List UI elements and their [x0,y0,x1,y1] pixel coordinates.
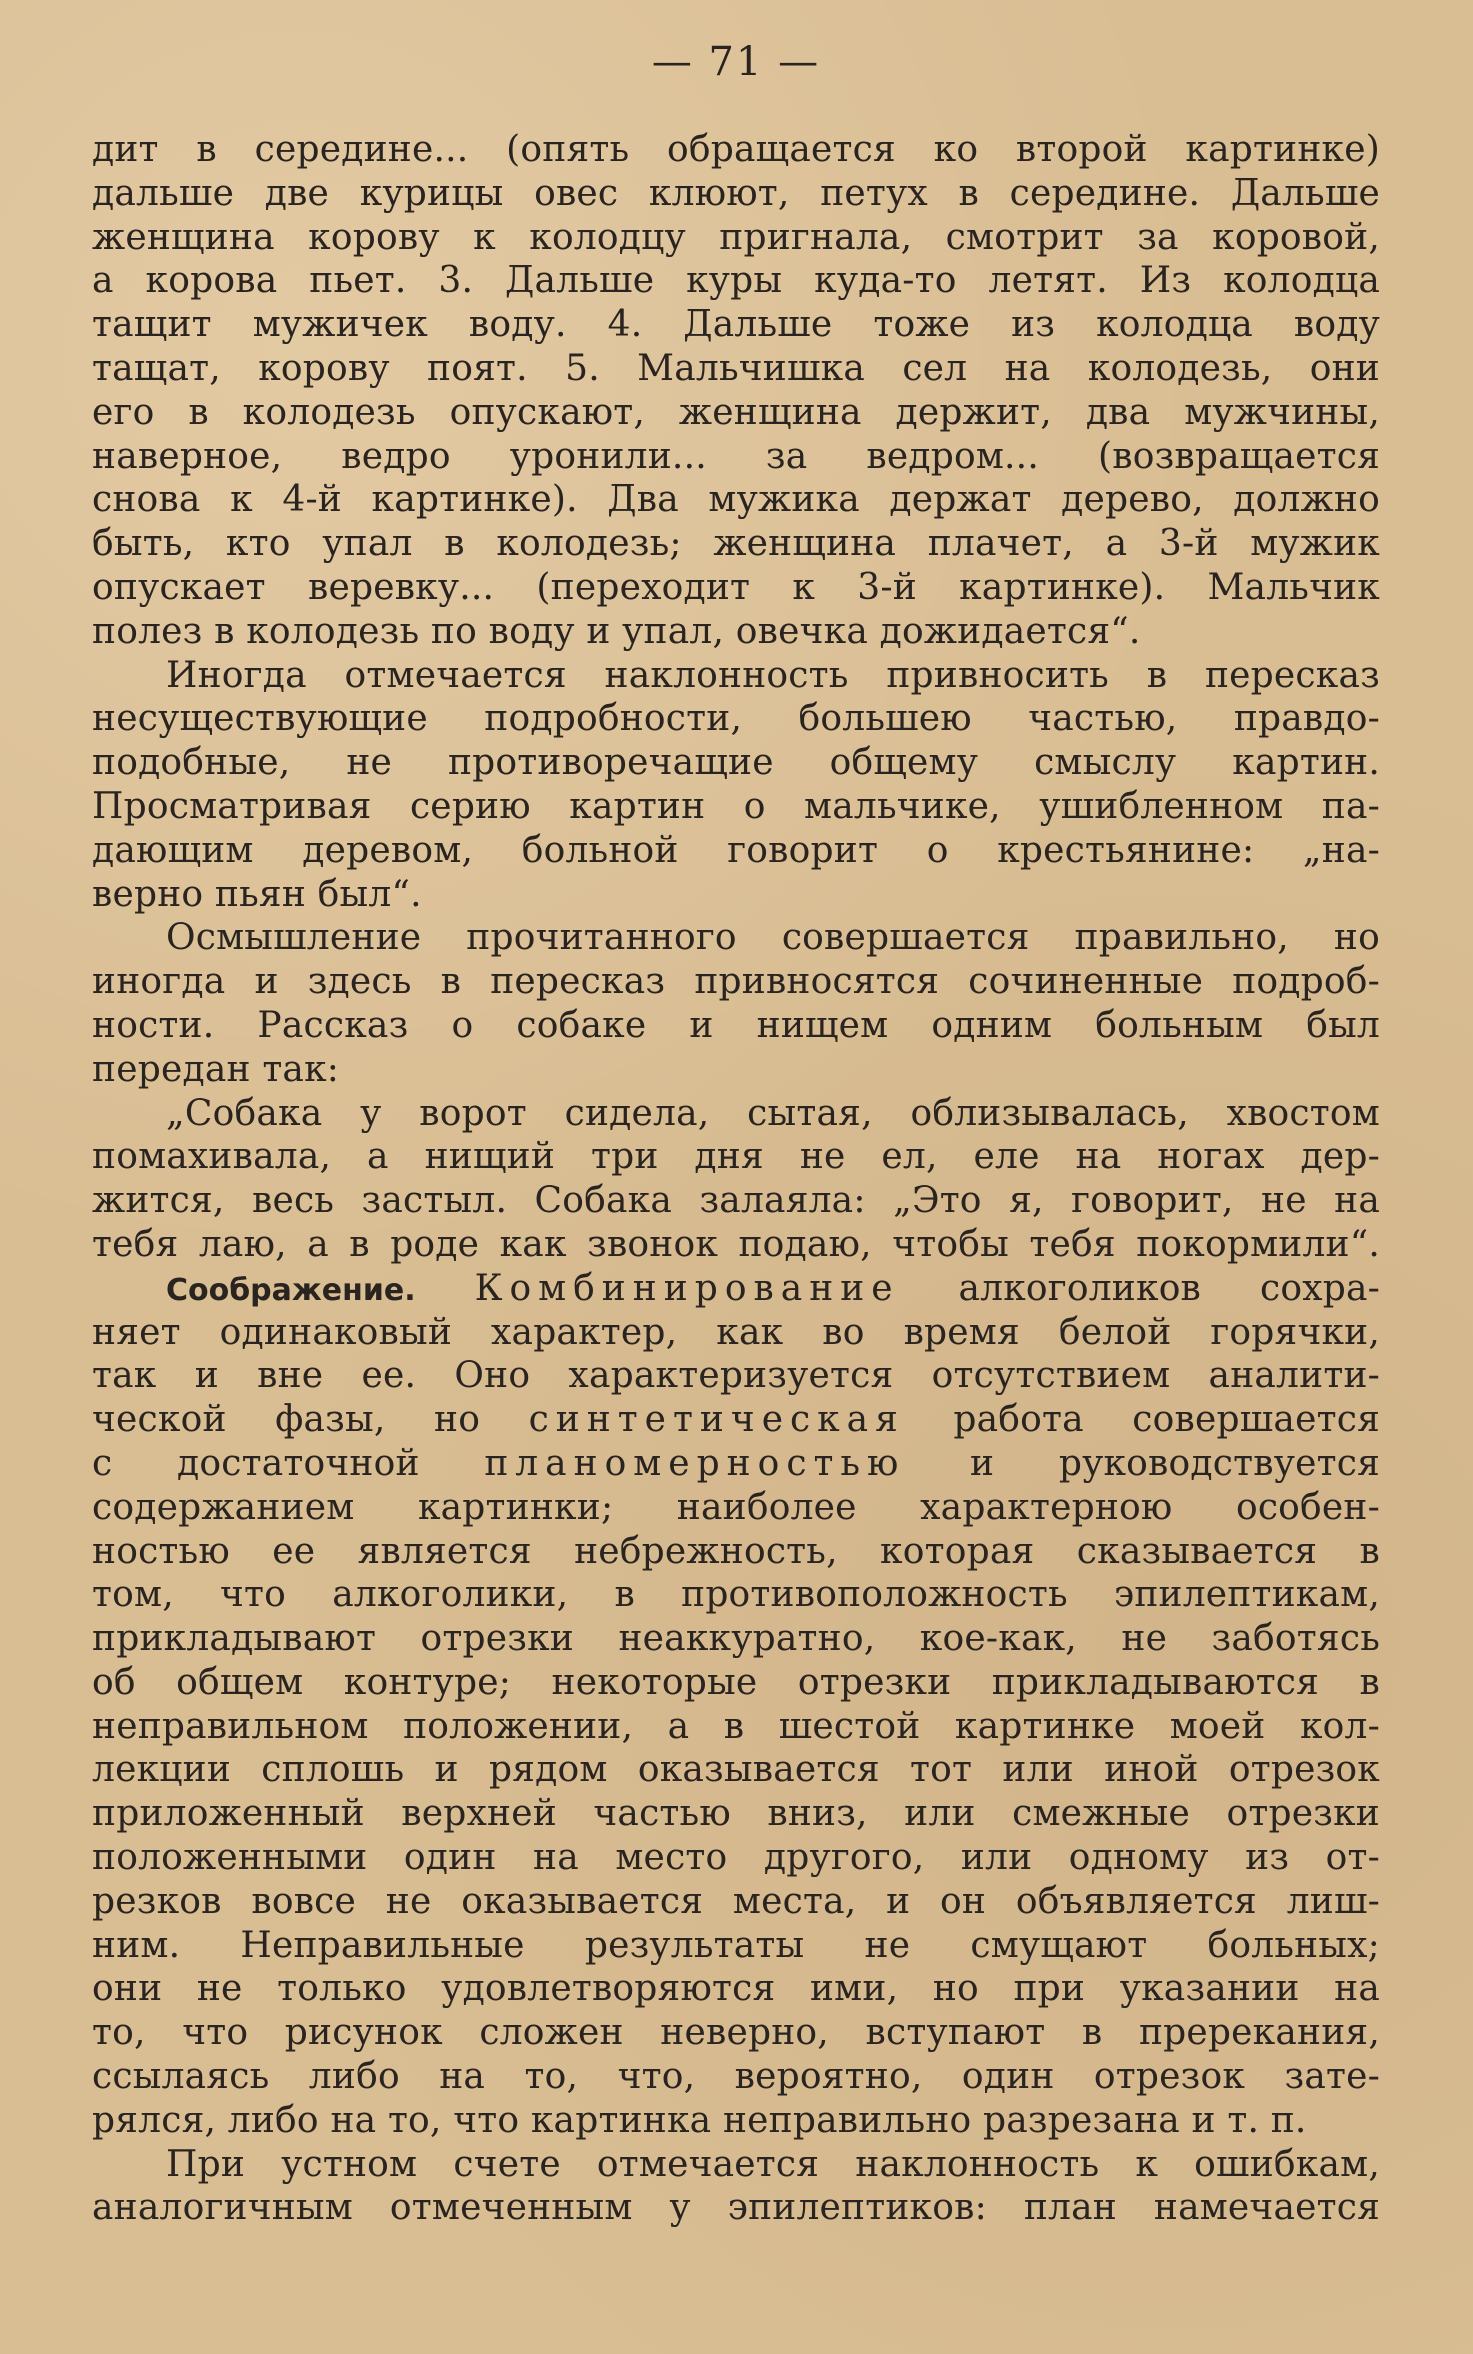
text-line: тащит мужичек воду. 4. Дальше тоже из колодца воду [92,304,1380,346]
text-line: женщина корову к колодцу пригнала, смотрит за коровой, [92,216,1380,258]
text-line: дающим деревом, больной говорит о крестьянине: „на- [92,829,1380,871]
emphasis-text: Комбинирование [474,1267,900,1309]
text-line: подобные, не противоречащие общему смыслу картин. [92,742,1380,784]
text-line: снова к 4-й картинке). Два мужика держат дерево, должно [92,479,1380,521]
text-line: верно пьян был“. [92,873,422,915]
text-line: рялся, либо на то, что картинка неправильно разрезана и т. п. [92,2099,1307,2141]
text-line [92,1398,1380,1442]
text-line [92,1442,1380,1486]
text-line: помахивала, а нищий три дня не ел, еле на ногах дер- [92,1136,1380,1178]
text-line: дальше две курицы овес клюют, петух в середине. Дальше [92,172,1380,214]
text-line: неправильном положении, а в шестой картинке моей кол- [92,1705,1380,1747]
text-line: Просматривая серию картин о мальчике, ушибленном па- [92,785,1380,827]
text-line: ностью ее является небрежность, которая сказывается в [92,1530,1380,1572]
text-fragment: и руководствуется [970,1442,1380,1484]
text-line: а корова пьет. 3. Дальше куры куда-то летят. Из колодца [92,260,1380,302]
quote-start-line: „Собака у ворот сидела, сытая, облизывалась, хвостом [166,1092,1380,1134]
body-text [92,128,1380,2230]
text-line: тащат, корову поят. 5. Мальчишка сел на колодезь, они [92,347,1380,389]
text-line: полез в колодезь по воду и упал, овечка дожидается“. [92,610,1141,652]
text-line: быть, кто упал в колодезь; женщина плачет, а 3-й мужик [92,523,1380,565]
text-line: дит в середине... (опять обращается ко второй картинке) [92,129,1380,170]
text-line: содержанием картинки; наиболее характерною особен- [92,1486,1380,1528]
emphasis-text: планомерностью [484,1442,906,1484]
text-line: положенными один на место другого, или одному из от- [92,1837,1380,1879]
emphasis-text: синтетическая [528,1399,905,1441]
text-line: ним. Неправильные результаты не смущают больных; [92,1924,1380,1966]
text-line: тебя лаю, а в роде как звонок подаю, чтобы тебя покормили“. [92,1223,1380,1265]
book-page [92,0,1380,2354]
text-fragment: с достаточной [92,1442,420,1484]
text-line: об общем контуре; некоторые отрезки прикладываются в [92,1661,1380,1703]
text-line: иногда и здесь в пересказ привносятся сочиненные подроб- [92,961,1380,1003]
text-line: прикладывают отрезки неаккуратно, кое-как, не заботясь [92,1618,1380,1660]
text-fragment: работа совершается [953,1399,1380,1441]
text-line: наверное, ведро уронили... за ведром... (возвращается [92,435,1380,477]
text-fragment: алкоголиков сохра- [958,1267,1380,1309]
text-line: передан так: [92,1048,340,1090]
section-start-line [92,1267,1380,1311]
text-line: его в колодезь опускают, женщина держит, два мужчины, [92,391,1380,433]
section-heading: Соображение. [166,1272,416,1308]
text-line: опускает веревку... (переходит к 3-й картинке). Мальчик [92,566,1380,608]
text-line: приложенный верхней частью вниз, или смежные отрезки [92,1793,1380,1835]
page-number: — 71 — [651,39,821,85]
text-line: резков вовсе не оказывается места, и он объявляется лиш- [92,1880,1380,1922]
text-line: они не только удовлетворяются ими, но при указании на [92,1968,1380,2010]
paragraph-start-line: При устном счете отмечается наклонность к ошибкам, [166,2143,1380,2185]
text-line: аналогичным отмеченным у эпилептиков: план намечается [92,2187,1380,2229]
text-line: том, что алкоголики, в противоположность эпилептикам, [92,1574,1380,1616]
text-fragment: ческой фазы, но [92,1399,481,1441]
text-line: жится, весь застыл. Собака залаяла: „Это я, говорит, не на [92,1180,1380,1222]
text-line: так и вне ее. Оно характеризуется отсутствием аналити- [92,1355,1380,1397]
text-line: несуществующие подробности, большею частью, правдо- [92,698,1380,740]
text-line: няет одинаковый характер, как во время белой горячки, [92,1311,1380,1353]
text-line: то, что рисунок сложен неверно, вступают в пререкания, [92,2012,1380,2054]
paragraph-start-line: Иногда отмечается наклонность привносить в пересказ [166,654,1380,696]
paragraph-start-line: Осмышление прочитанного совершается правильно, но [166,917,1380,959]
text-line: ссылаясь либо на то, что, вероятно, один отрезок зате- [92,2056,1380,2098]
text-line: лекции сплошь и рядом оказывается тот или иной отрезок [92,1749,1380,1791]
text-line: ности. Рассказ о собаке и нищем одним больным был [92,1004,1380,1046]
